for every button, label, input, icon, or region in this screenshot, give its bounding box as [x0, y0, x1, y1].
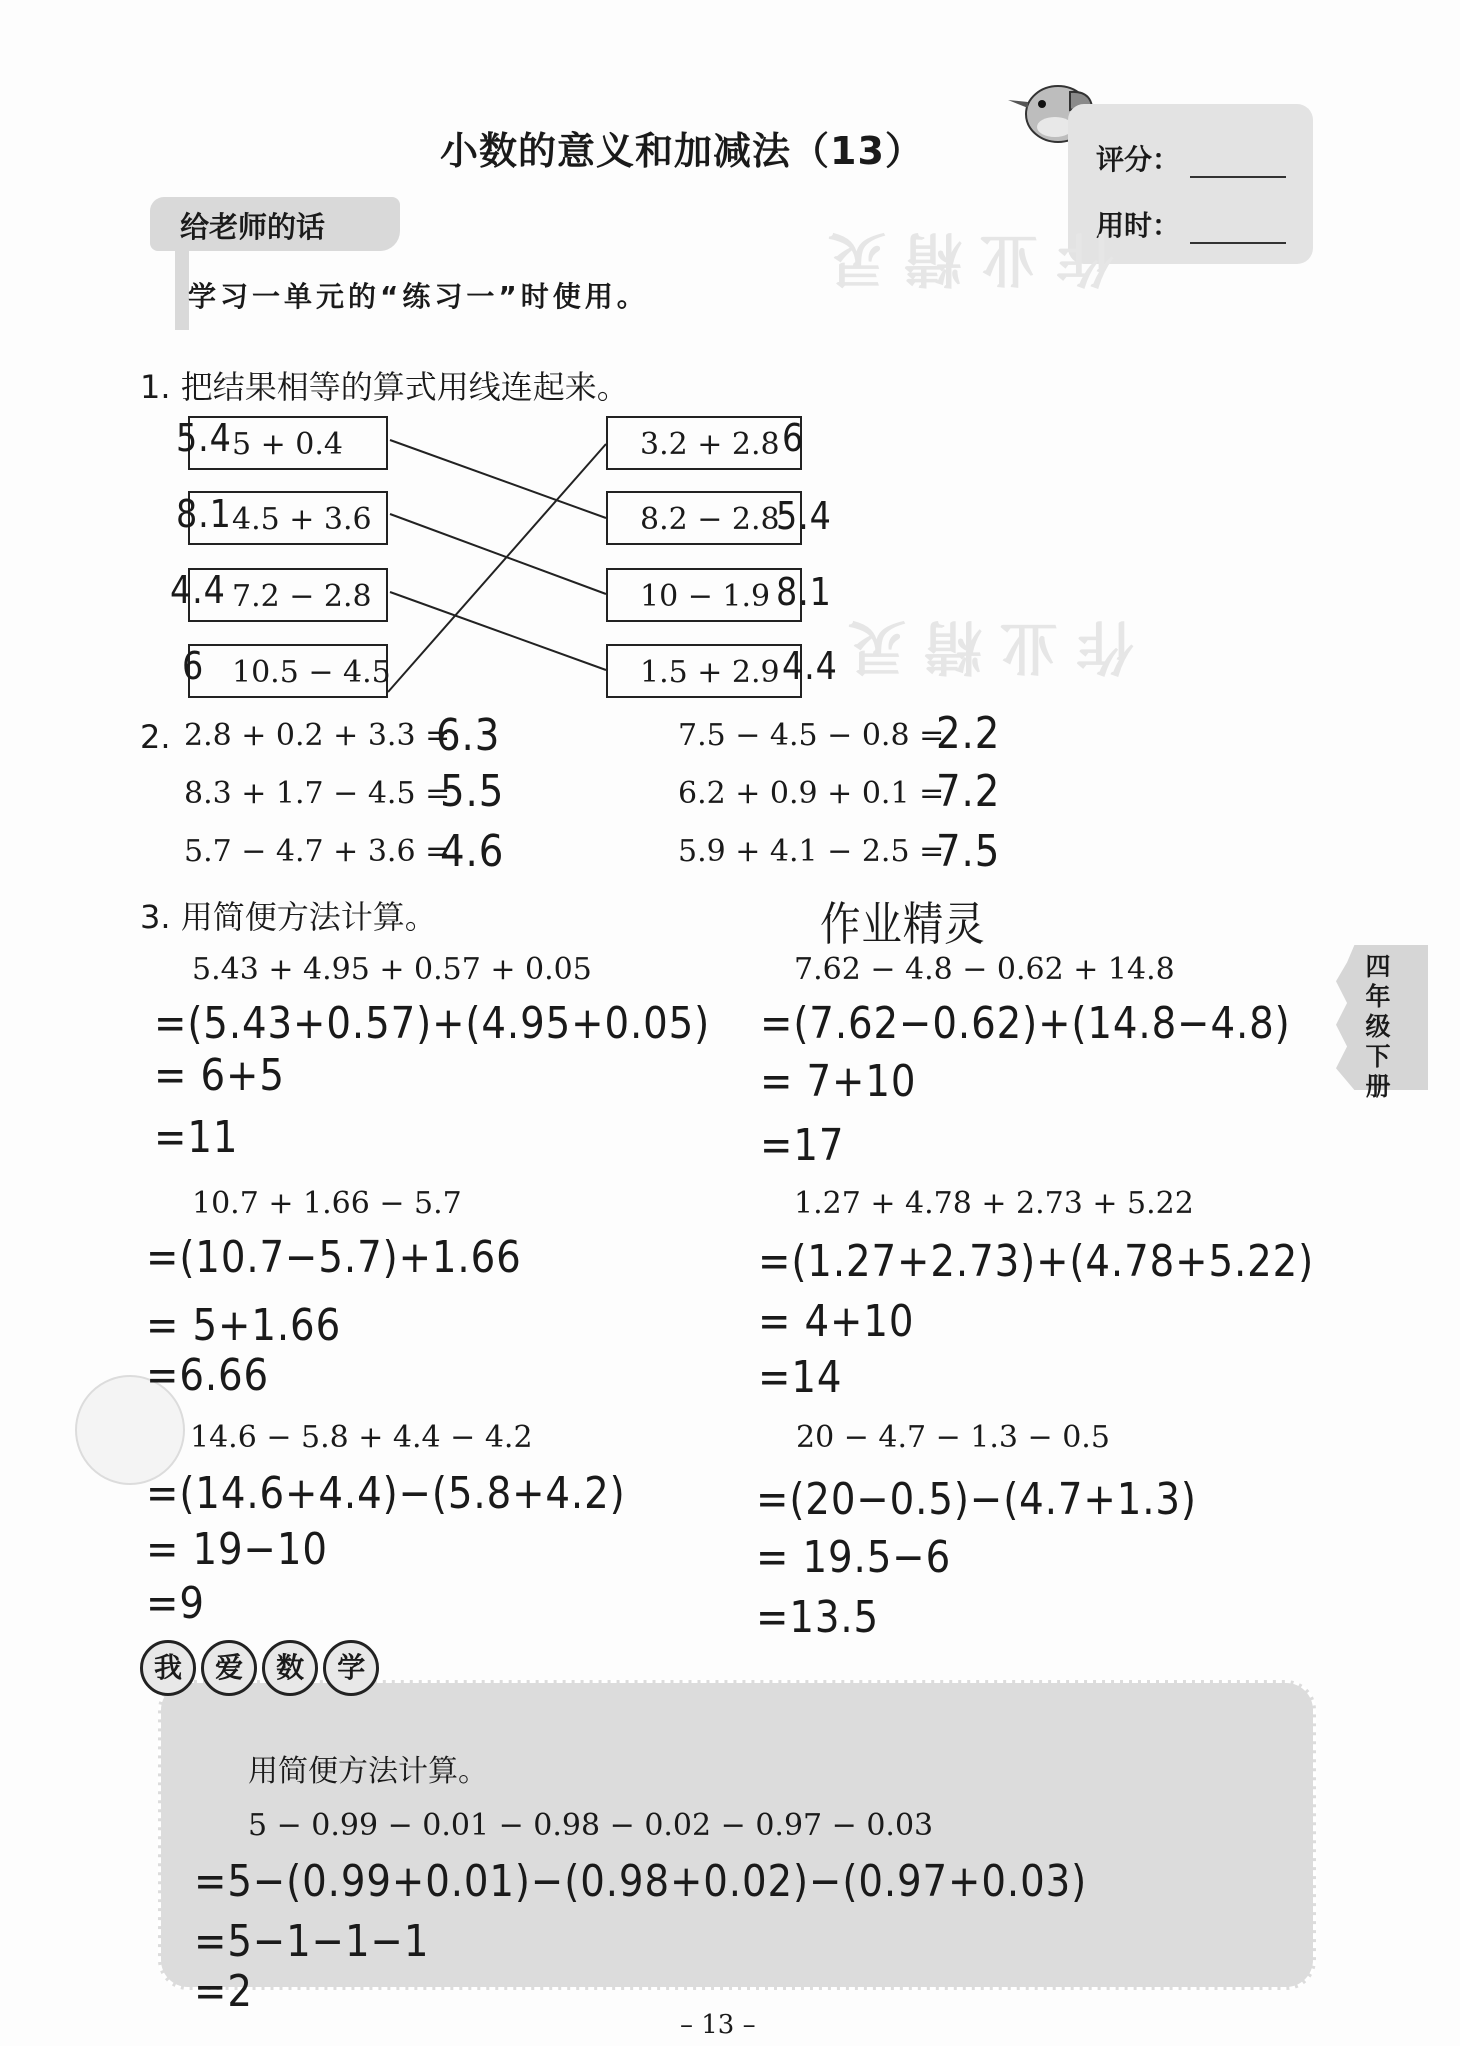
q3-expression: 7.62 − 4.8 − 0.62 + 14.8 [794, 952, 1175, 987]
match-right-4[interactable]: 1.5 + 2.9 [606, 644, 802, 698]
handwritten-step: =13.5 [756, 1592, 880, 1643]
handwritten-answer: 5.5 [440, 766, 505, 817]
handwritten-answer: 8.1 [176, 492, 232, 536]
handwritten-answer: 4.4 [782, 644, 838, 688]
handwritten-answer: 2.2 [936, 708, 1001, 759]
handwritten-answer: 7.5 [936, 826, 1001, 877]
handwritten-step: =5−1−1−1 [194, 1916, 430, 1967]
handwritten-step: =(20−0.5)−(4.7+1.3) [756, 1474, 1197, 1525]
match-right-3[interactable]: 10 − 1.9 [606, 568, 802, 622]
q2-expression: 5.9 + 4.1 − 2.5 = [678, 834, 945, 869]
q3-expression: 1.27 + 4.78 + 2.73 + 5.22 [794, 1186, 1194, 1221]
handwritten-answer: 6.3 [436, 710, 501, 761]
handwritten-step: =(5.43+0.57)+(4.95+0.05) [154, 998, 711, 1049]
banner-char: 爱 [201, 1640, 257, 1696]
banner-char: 数 [262, 1640, 318, 1696]
time-label: 用时： [1096, 209, 1181, 242]
bonus-expression: 5 − 0.99 − 0.01 − 0.98 − 0.02 − 0.97 − 0.03 [248, 1808, 934, 1843]
watermark: 作业精灵 [830, 613, 1135, 681]
handwritten-signature: 作业精灵 [820, 897, 986, 951]
handwritten-step: =14 [758, 1352, 843, 1403]
match-left-1[interactable]: 5 + 0.4 [188, 416, 388, 470]
match-right-2[interactable]: 8.2 − 2.8 [606, 491, 802, 545]
page-number: – 13 – [680, 2010, 756, 2040]
teacher-note: 学习一单元的“练习一”时使用。 [188, 280, 649, 313]
match-right-1[interactable]: 3.2 + 2.8 [606, 416, 802, 470]
handwritten-step: =9 [146, 1578, 205, 1629]
watermark: 作业精灵 [810, 225, 1115, 293]
q2-expression: 5.7 − 4.7 + 3.6 = [184, 834, 451, 869]
love-math-banner [140, 1640, 379, 1696]
banner-char: 我 [140, 1640, 196, 1696]
handwritten-step: = 19.5−6 [756, 1532, 952, 1583]
match-left-4[interactable]: 10.5 − 4.5 [188, 644, 388, 698]
handwritten-answer: 8.1 [776, 570, 832, 614]
q2-expression: 2.8 + 0.2 + 3.3 = [184, 718, 451, 753]
handwritten-step: =(10.7−5.7)+1.66 [146, 1232, 522, 1283]
teacher-tag: 给老师的话 [150, 197, 400, 251]
q3-expression: 20 − 4.7 − 1.3 − 0.5 [796, 1420, 1110, 1455]
handwritten-step: =(14.6+4.4)−(5.8+4.2) [146, 1468, 626, 1519]
match-line [388, 444, 606, 692]
handwritten-step: =11 [154, 1112, 239, 1163]
bonus-prompt: 用简便方法计算。 [248, 1754, 488, 1789]
handwritten-step: = 5+1.66 [146, 1300, 342, 1351]
q3-expression: 5.43 + 4.95 + 0.57 + 0.05 [192, 952, 592, 987]
handwritten-answer: 5.4 [176, 416, 232, 460]
handwritten-step: =5−(0.99+0.01)−(0.98+0.02)−(0.97+0.03) [194, 1856, 1088, 1907]
match-line [390, 440, 606, 518]
score-label: 评分： [1096, 143, 1181, 176]
handwritten-step: =(7.62−0.62)+(14.8−4.8) [760, 998, 1291, 1049]
handwritten-step: =6.66 [146, 1350, 270, 1401]
handwritten-step: = 19−10 [146, 1524, 328, 1575]
handwritten-step: =(1.27+2.73)+(4.78+5.22) [758, 1236, 1315, 1287]
match-line [390, 514, 606, 594]
handwritten-answer: 6 [782, 416, 805, 460]
handwritten-step: = 7+10 [760, 1056, 917, 1107]
handwritten-answer: 5.4 [776, 494, 832, 538]
q3-expression: 14.6 − 5.8 + 4.4 − 4.2 [190, 1420, 533, 1455]
q2-expression: 8.3 + 1.7 − 4.5 = [184, 776, 451, 811]
handwritten-step: = 6+5 [154, 1050, 285, 1101]
q1-prompt: 1. 把结果相等的算式用线连起来。 [140, 368, 629, 406]
match-line [390, 592, 606, 670]
matching-lines [0, 0, 1460, 800]
match-left-3[interactable]: 7.2 − 2.8 [188, 568, 388, 622]
handwritten-step: = 4+10 [758, 1296, 915, 1347]
handwritten-answer: 4.6 [440, 826, 505, 877]
match-left-2[interactable]: 4.5 + 3.6 [188, 491, 388, 545]
q2-expression: 7.5 − 4.5 − 0.8 = [678, 718, 945, 753]
handwritten-step: =2 [194, 1966, 253, 2017]
q3-expression: 10.7 + 1.66 − 5.7 [192, 1186, 462, 1221]
handwritten-answer: 7.2 [936, 766, 1001, 817]
q2-label: 2. [140, 718, 171, 756]
handwritten-answer: 6 [182, 644, 205, 688]
banner-char: 学 [323, 1640, 379, 1696]
q2-expression: 6.2 + 0.9 + 0.1 = [678, 776, 945, 811]
handwritten-step: =17 [760, 1120, 845, 1171]
page-title: 小数的意义和加减法（13） [440, 129, 924, 173]
grade-side-label: 四年级下册 [1365, 952, 1391, 1101]
handwritten-answer: 4.4 [170, 568, 226, 612]
q3-prompt: 3. 用简便方法计算。 [140, 898, 437, 936]
